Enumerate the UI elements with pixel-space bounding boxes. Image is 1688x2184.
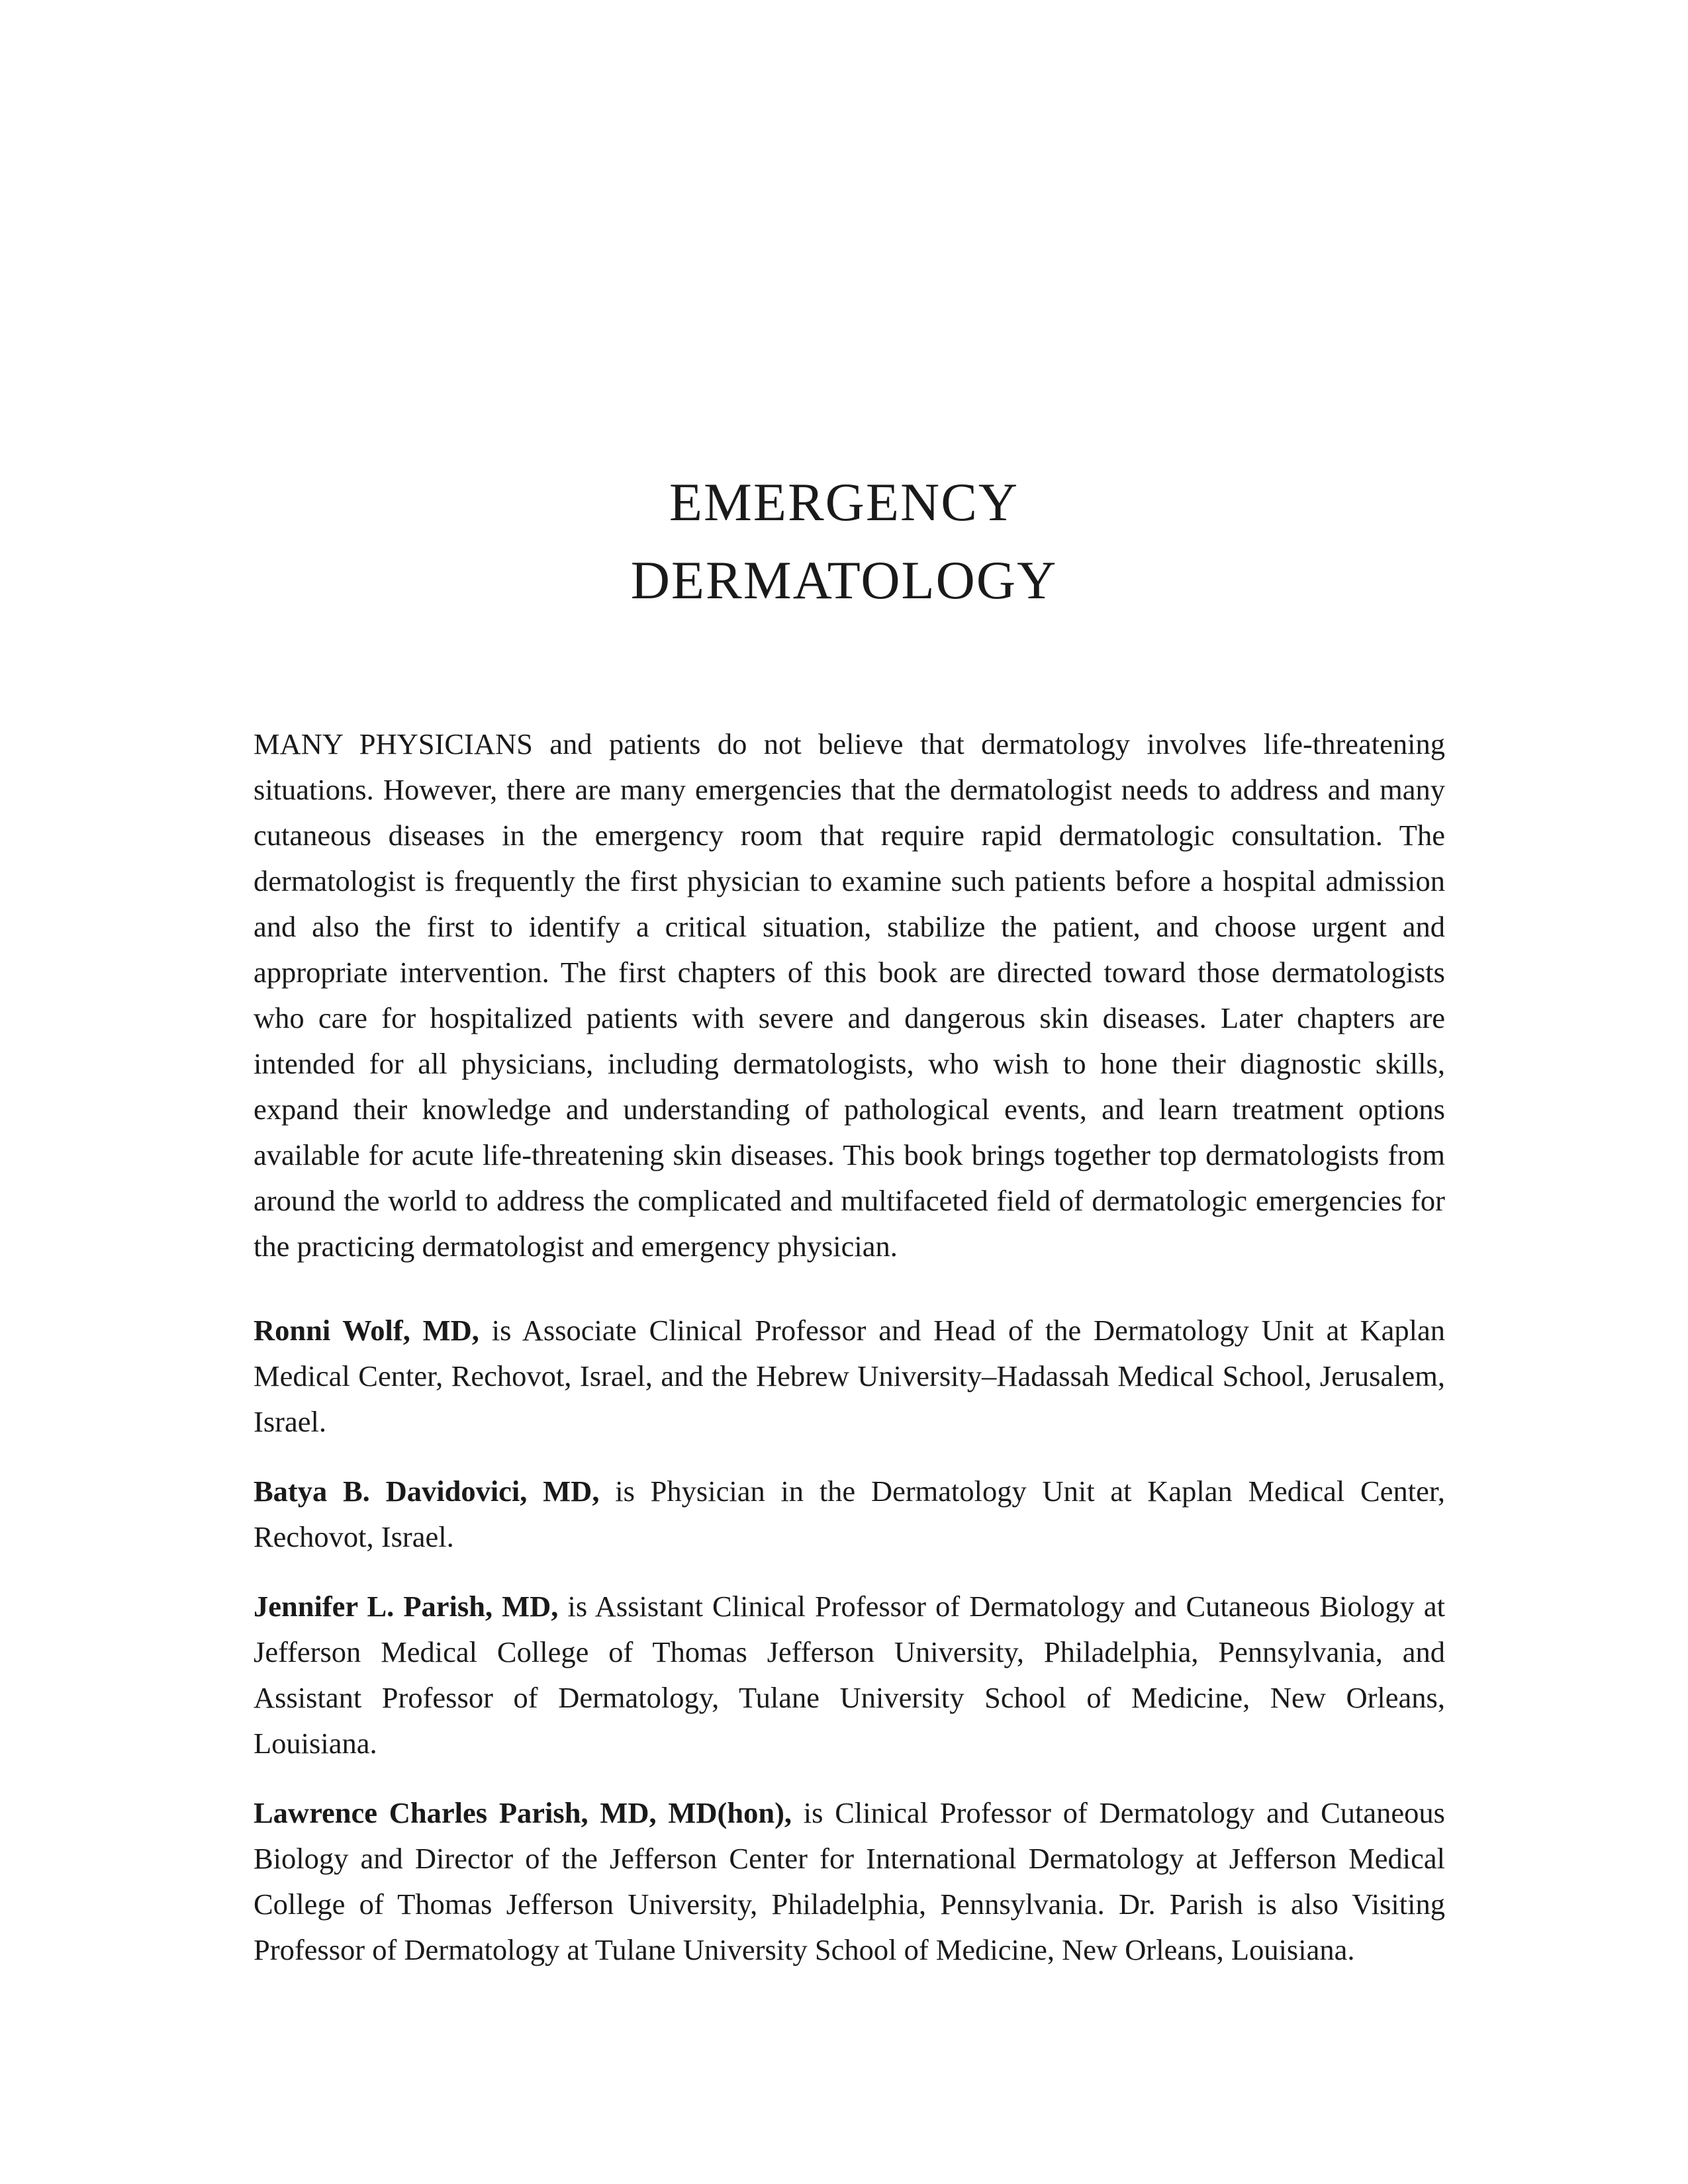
author-description: is Associate Clinical Professor and Head of the Dermatology Unit at Kaplan Medical Center, Rechovot, Israel, and the Hebrew University–Hadassah Medical School, Jerusalem, Israel. [254,1314,1445,1438]
book-title [0,463,1688,619]
title-line-2: DERMATOLOGY [630,550,1058,610]
author-bio-jennifer-parish [254,1584,1445,1766]
author-bio-wolf [254,1308,1445,1445]
author-name: Lawrence Charles Parish, MD, MD(hon), [254,1796,792,1829]
intro-paragraph [254,721,1445,1269]
author-name: Batya B. Davidovici, MD, [254,1475,600,1508]
author-description: is Clinical Professor of Dermatology and Cutaneous Biology and Director of the Jefferson Center for International Dermatology at Jefferson Medical College of Thomas Jefferson University, Philadelphia, Pennsylvania. Dr. Parish is also Visiting Professor of Dermatology at Tulane University School of Medicine, New Orleans, Louisiana. [254,1796,1445,1966]
author-bio-davidovici [254,1469,1445,1560]
page-content [254,721,1445,1997]
intro-text: and patients do not believe that dermatology involves life-threatening situations. However, there are many emergencies that the dermatologist needs to address and many cutaneous diseases in the emergency room that require rapid dermatologic consultation. The dermatologist is frequently the first physician to examine such patients before a hospital admission and also the first to identify a critical situation, stabilize the patient, and choose urgent and appropriate intervention. The first chapters of this book are directed toward those dermatologists who care for hospitalized patients with severe and dangerous skin diseases. Later chapters are intended for all physicians, including dermatologists, who wish to hone their diagnostic skills, expand their knowledge and understanding of pathological events, and learn treatment options available for acute life-threatening skin diseases. This book brings together top dermatologists from around the world to address the complicated and multifaceted field of dermatologic emergencies for the practicing dermatologist and emergency physician. [254,727,1445,1263]
title-line-1: EMERGENCY [669,472,1019,532]
author-bio-lawrence-parish [254,1790,1445,1973]
intro-lead: MANY PHYSICIANS [254,727,533,760]
author-name: Ronni Wolf, MD, [254,1314,479,1347]
author-description: is Physician in the Dermatology Unit at Kaplan Medical Center, Rechovot, Israel. [254,1475,1446,1553]
author-name: Jennifer L. Parish, MD, [254,1590,559,1623]
author-description: is Assistant Clinical Professor of Dermatology and Cutaneous Biology at Jefferson Medical College of Thomas Jefferson University, Philadelphia, Pennsylvania, and Assistant Professor of Dermatology, Tulane University School of Medicine, New Orleans, Louisiana. [254,1590,1445,1760]
